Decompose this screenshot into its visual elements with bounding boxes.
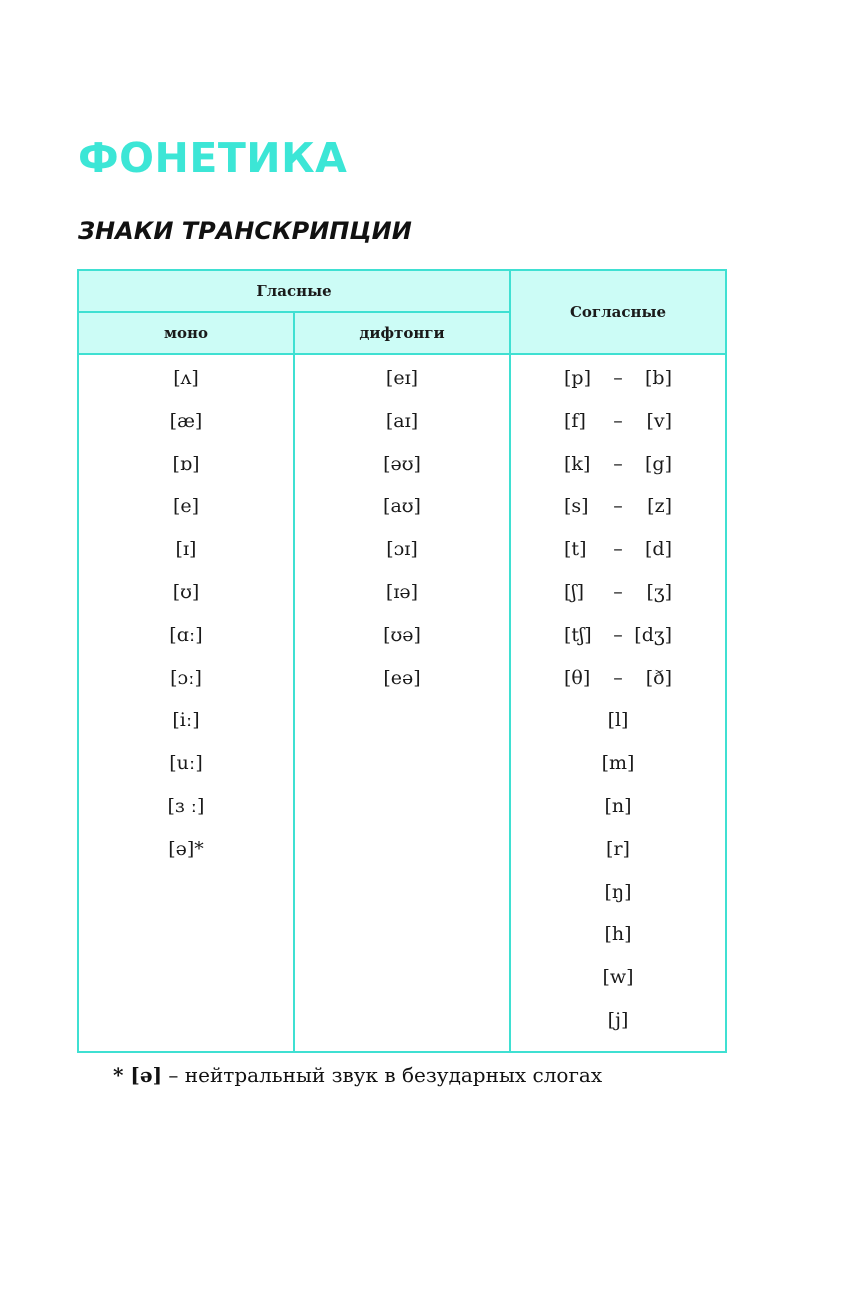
consonant-voiceless: [ʃ] <box>564 580 584 603</box>
consonant-pair <box>511 580 725 623</box>
diphthong-symbol: [aɪ] <box>385 409 419 432</box>
diphthong-symbol: [eə] <box>383 666 421 689</box>
mono-symbol: [ʊ] <box>172 580 200 603</box>
consonant-voiced: [dʒ] <box>634 623 673 646</box>
consonant-symbol: [j] <box>607 1008 629 1031</box>
footnote-text: – нейтральный звук в безударных слогах <box>162 1063 603 1087</box>
consonant-symbol: [l] <box>607 709 629 732</box>
diphthong-column <box>294 354 510 1052</box>
mono-column <box>78 354 294 1052</box>
mono-symbol: [ɜ ː] <box>167 794 205 817</box>
mono-symbol: [ɑː] <box>169 623 203 646</box>
consonant-voiceless: [s] <box>564 495 589 518</box>
pair-dash: – <box>613 409 623 432</box>
pair-dash: – <box>613 538 623 561</box>
mono-symbol: [e] <box>172 495 200 518</box>
header-diphthongs: дифтонги <box>294 312 510 354</box>
mono-symbol: [ʌ] <box>173 367 199 389</box>
consonant-voiced: [v] <box>646 409 673 432</box>
consonant-symbol: [r] <box>606 837 630 860</box>
consonant-symbol: [w] <box>602 966 634 989</box>
consonant-pair <box>511 366 725 409</box>
mono-symbol: [ə]* <box>168 837 204 860</box>
pair-dash: – <box>613 666 623 689</box>
consonant-pair <box>511 666 725 709</box>
footnote-mark: * [ə] <box>113 1063 163 1087</box>
consonant-pair <box>511 409 725 452</box>
header-consonants: Согласные <box>510 270 726 354</box>
mono-symbol: [ɒ] <box>172 452 200 475</box>
consonant-voiceless: [θ] <box>564 666 591 689</box>
mono-symbol: [iː] <box>172 709 200 732</box>
consonant-symbol: [h] <box>604 923 632 946</box>
diphthong-symbol: [ʊə] <box>383 623 421 646</box>
consonant-symbol: [n] <box>604 794 632 817</box>
consonant-voiceless: [k] <box>564 452 591 475</box>
header-mono: моно <box>78 312 294 354</box>
consonant-voiced: [ʒ] <box>646 580 673 603</box>
footnote <box>113 1063 602 1087</box>
pair-dash: – <box>613 367 623 389</box>
consonant-pair <box>511 494 725 537</box>
consonant-pair <box>511 452 725 495</box>
transcription-table <box>77 269 727 1053</box>
diphthong-symbol: [ɪə] <box>385 580 419 603</box>
consonant-voiceless: [t] <box>564 538 587 561</box>
consonant-symbol: [ŋ] <box>604 880 632 903</box>
mono-symbol: [æ] <box>169 409 203 432</box>
consonant-voiced: [ð] <box>645 666 673 689</box>
diphthong-symbol: [aʊ] <box>383 495 421 518</box>
section-subtitle: ЗНАКИ ТРАНСКРИПЦИИ <box>78 217 412 245</box>
consonant-voiced: [d] <box>645 538 673 561</box>
pair-dash: – <box>613 452 623 475</box>
consonant-pair <box>511 623 725 666</box>
consonant-column <box>510 354 726 1052</box>
pair-dash: – <box>613 580 623 603</box>
mono-symbol: [ɪ] <box>175 538 197 561</box>
mono-symbol: [uː] <box>169 752 203 775</box>
diphthong-symbol: [ɔɪ] <box>386 538 418 561</box>
mono-symbol: [ɔː] <box>170 666 202 689</box>
consonant-voiced: [g] <box>645 452 673 475</box>
consonant-symbol: [m] <box>601 752 635 775</box>
consonant-pair <box>511 537 725 580</box>
consonant-voiced: [z] <box>647 495 673 518</box>
pair-dash: – <box>613 495 623 518</box>
diphthong-symbol: [eɪ] <box>385 367 419 389</box>
header-vowels: Гласные <box>78 270 510 312</box>
consonant-voiced: [b] <box>645 367 673 389</box>
diphthong-symbol: [əʊ] <box>383 452 421 475</box>
page-title: ФОНЕТИКА <box>78 134 348 182</box>
pair-dash: – <box>613 623 623 646</box>
consonant-voiceless: [p] <box>564 367 592 389</box>
consonant-voiceless: [tʃ] <box>564 623 592 646</box>
consonant-voiceless: [f] <box>564 409 586 432</box>
